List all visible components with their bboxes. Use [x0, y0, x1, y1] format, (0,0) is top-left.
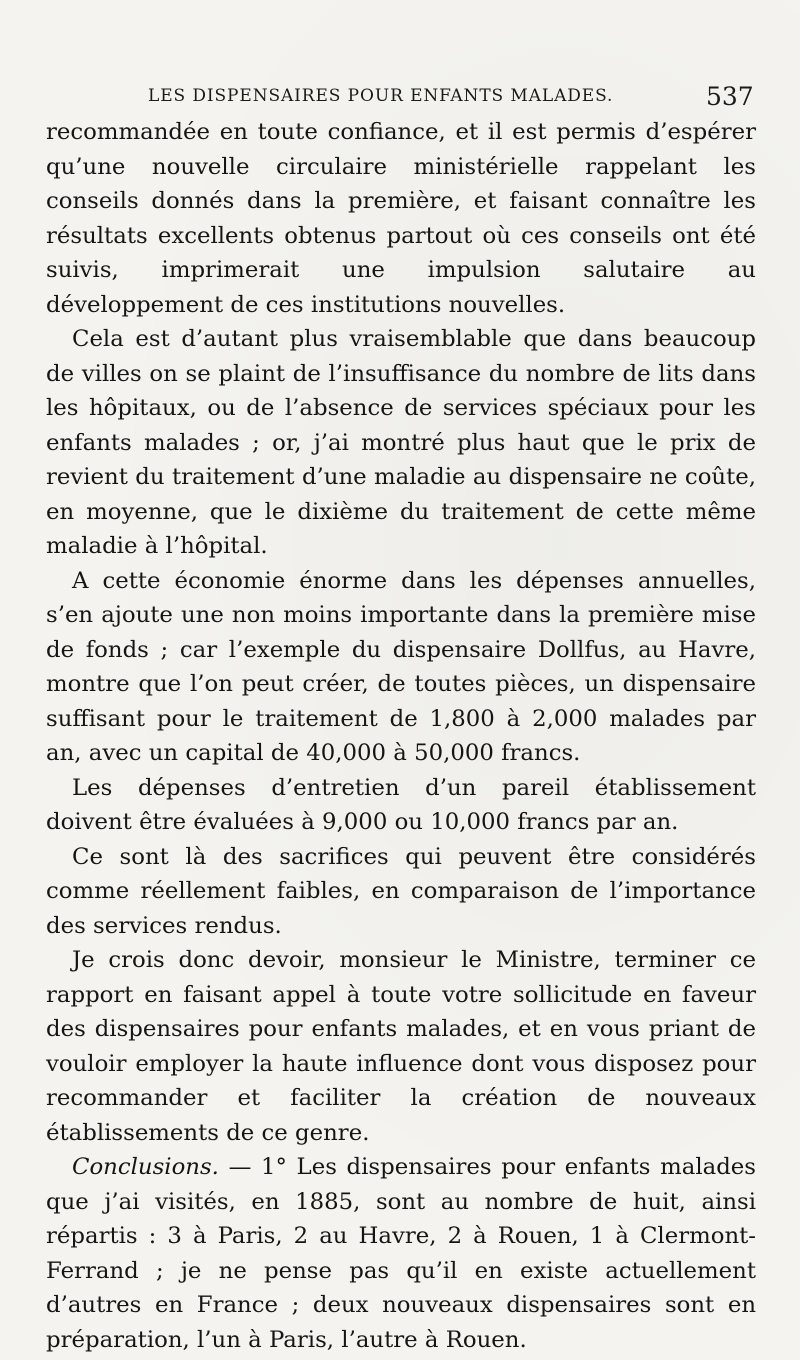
body-text — [46, 115, 756, 1357]
conclusions-text: — 1° Les dispensaires pour enfants malades que j’ai visités, en 1885, sont au nombre de huit, ainsi répartis : 3 à Paris, 2 au Havre, 2 à Rouen, 1 à Clermont-Ferrand ; je ne pense pas qu’il en existe actuellement d’autres en France ; deux nouveaux dispensaires sont en préparation, l’un à Paris, l’autre à Rouen. — [46, 1154, 756, 1353]
conclusions-heading: Conclusions. — [72, 1154, 219, 1180]
paragraph-maintenance-costs: Les dépenses d’entretien d’un pareil établissement doivent être évaluées à 9,000 ou 10,000 francs par an. — [46, 774, 756, 835]
paragraph-appeal: Je crois donc devoir, monsieur le Ministre, terminer ce rapport en faisant appel à toute votre sollicitude en faveur des dispensaires pour enfants malades, et en vous priant de vouloir employer la haute influence dont vous disposez pour recommander et faciliter la création de nouveaux établissements de ce genre. — [46, 947, 756, 1146]
paragraph-hospital-beds: Cela est d’autant plus vraisemblable que dans beaucoup de villes on se plaint de l’insuffisance du nombre de lits dans les hôpitaux, ou de l’absence de services spéciaux pour les enfants malades ; or, j’ai montré plus haut que le prix de revient du traitement d’une maladie au dispensaire ne coûte, en moyenne, que le dixième du traitement de cette même maladie à l’hôpital. — [46, 326, 756, 559]
page-number: 537 — [706, 82, 754, 111]
running-header — [0, 82, 800, 110]
paragraph-economy: A cette économie énorme dans les dépenses annuelles, s’en ajoute une non moins importante dans la première mise de fonds ; car l’exemple du dispensaire Dollfus, au Havre, montre que l’on peut créer, de toutes pièces, un dispensaire suffisant pour le traitement de 1,800 à 2,000 malades par an, avec un capital de 40,000 à 50,000 francs. — [46, 567, 756, 766]
paragraph-conclusions — [46, 1150, 756, 1357]
paragraph-sacrifices: Ce sont là des sacrifices qui peuvent être considérés comme réellement faibles, en comparaison de l’importance des services rendus. — [46, 843, 756, 939]
paragraph-continuation: recommandée en toute confiance, et il est permis d’espérer qu’une nouvelle circulaire ministérielle rappelant les conseils donnés dans la première, et faisant connaître les résultats excellents obtenus partout où ces conseils ont été suivis, imprimerait une impulsion salutaire au développement de ces institutions nouvelles. — [46, 119, 756, 318]
running-title: LES DISPENSAIRES POUR ENFANTS MALADES. — [148, 86, 614, 106]
